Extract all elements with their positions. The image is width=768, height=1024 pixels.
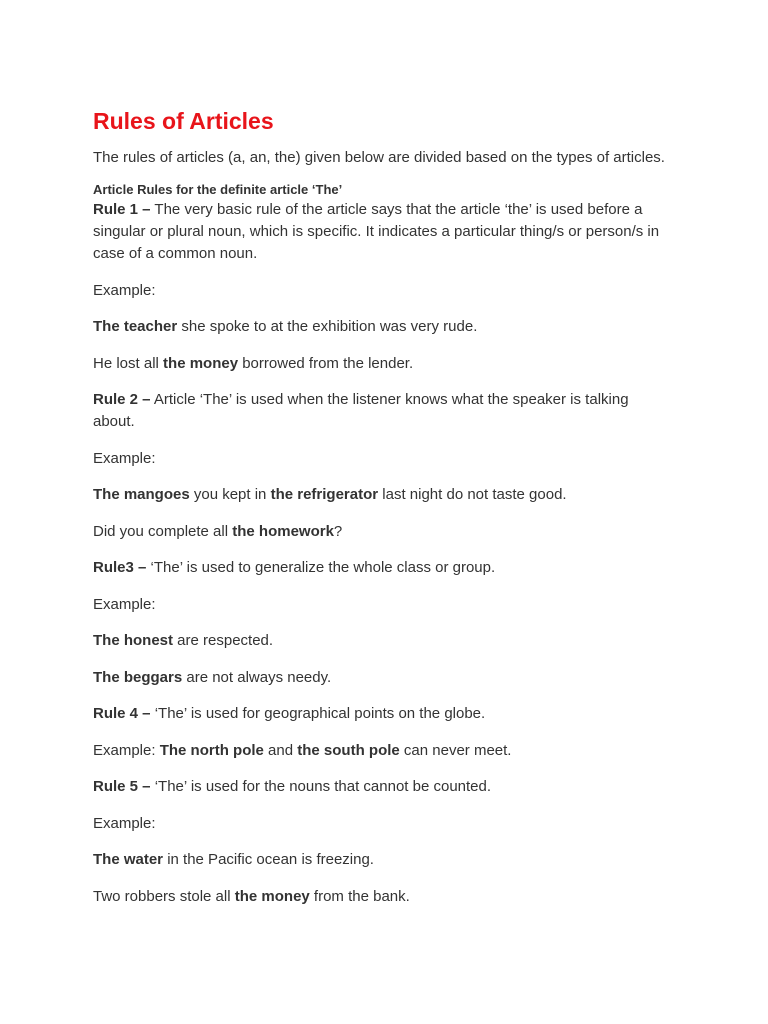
example-2b xyxy=(93,521,673,543)
example-2a-text: last night do not taste good. xyxy=(378,486,567,503)
rule-1-label: Rule 1 – xyxy=(93,201,151,218)
rule-5-label: Rule 5 – xyxy=(93,778,151,795)
example-1b-text: borrowed from the lender. xyxy=(238,354,414,372)
section-subheading: Article Rules for the definite article ‘The’ xyxy=(93,182,343,197)
example-5b-text: from the bank. xyxy=(309,887,410,905)
example-3a-text: are respected. xyxy=(173,632,274,649)
rule-2 xyxy=(93,389,673,433)
example-3a xyxy=(93,630,673,652)
example-5a-text: in the Pacific ocean is freezing. xyxy=(163,851,374,868)
example-3b-bold: The beggars xyxy=(93,668,183,686)
example-label-3: Example: xyxy=(93,595,156,613)
example-3a-bold: The honest xyxy=(93,632,174,649)
example-label-5: Example: xyxy=(93,814,156,832)
example-4-text: can never meet. xyxy=(399,741,512,759)
rule-5 xyxy=(93,776,673,798)
example-2a-bold-2: the refrigerator xyxy=(270,486,379,503)
example-5b-bold: the money xyxy=(234,887,310,905)
example-4-bold-2: the south pole xyxy=(297,741,400,759)
rule-5-text: ‘The’ is used for the nouns that cannot be counted. xyxy=(150,778,492,795)
example-1b-bold: the money xyxy=(163,354,239,372)
example-4-mid: and xyxy=(263,741,298,759)
rule-1 xyxy=(93,199,673,265)
example-5a xyxy=(93,849,673,871)
example-2a xyxy=(93,484,673,506)
example-5b xyxy=(93,886,673,908)
intro-paragraph: The rules of articles (a, an, the) given below are divided based on the types of articles. xyxy=(93,149,665,166)
example-4 xyxy=(93,740,673,762)
rule-4-text: ‘The’ is used for geographical points on the globe. xyxy=(150,705,486,722)
rule-4 xyxy=(93,703,673,725)
rule-3 xyxy=(93,557,673,579)
rule-4-label: Rule 4 – xyxy=(93,705,151,722)
example-1b xyxy=(93,353,673,375)
rule-3-text: ‘The’ is used to generalize the whole class or group. xyxy=(146,559,496,576)
example-5a-bold: The water xyxy=(93,851,164,868)
example-1a-text: she spoke to at the exhibition was very rude. xyxy=(177,318,478,335)
example-3b xyxy=(93,667,673,689)
example-1a xyxy=(93,316,673,338)
example-2b-pre: Did you complete all xyxy=(93,522,233,540)
rule-2-text: Article ‘The’ is used when the listener knows what the speaker is talking about. xyxy=(93,391,629,430)
example-3b-text: are not always needy. xyxy=(182,668,332,686)
page-title: Rules of Articles xyxy=(93,108,274,134)
example-5b-pre: Two robbers stole all xyxy=(93,887,235,905)
example-1b-pre: He lost all xyxy=(93,354,164,372)
example-2b-bold: the homework xyxy=(232,522,334,540)
example-2a-bold-1: The mangoes xyxy=(93,486,190,503)
example-2a-mid: you kept in xyxy=(189,486,271,503)
rule-1-text: The very basic rule of the article says that the article ‘the’ is used before a singular or plural noun, which is specific. It indicates a particular thing/s or person/s in case of a common noun. xyxy=(93,201,660,262)
example-label-1: Example: xyxy=(93,281,156,299)
example-2b-text: ? xyxy=(333,522,343,540)
example-4-bold-1: The north pole xyxy=(159,741,264,759)
example-4-pre: Example: xyxy=(93,741,160,759)
rule-2-label: Rule 2 – xyxy=(93,391,151,408)
example-1a-bold: The teacher xyxy=(93,318,178,335)
document-content xyxy=(93,106,673,908)
rule-3-label: Rule3 – xyxy=(93,559,147,576)
example-label-2: Example: xyxy=(93,449,156,467)
